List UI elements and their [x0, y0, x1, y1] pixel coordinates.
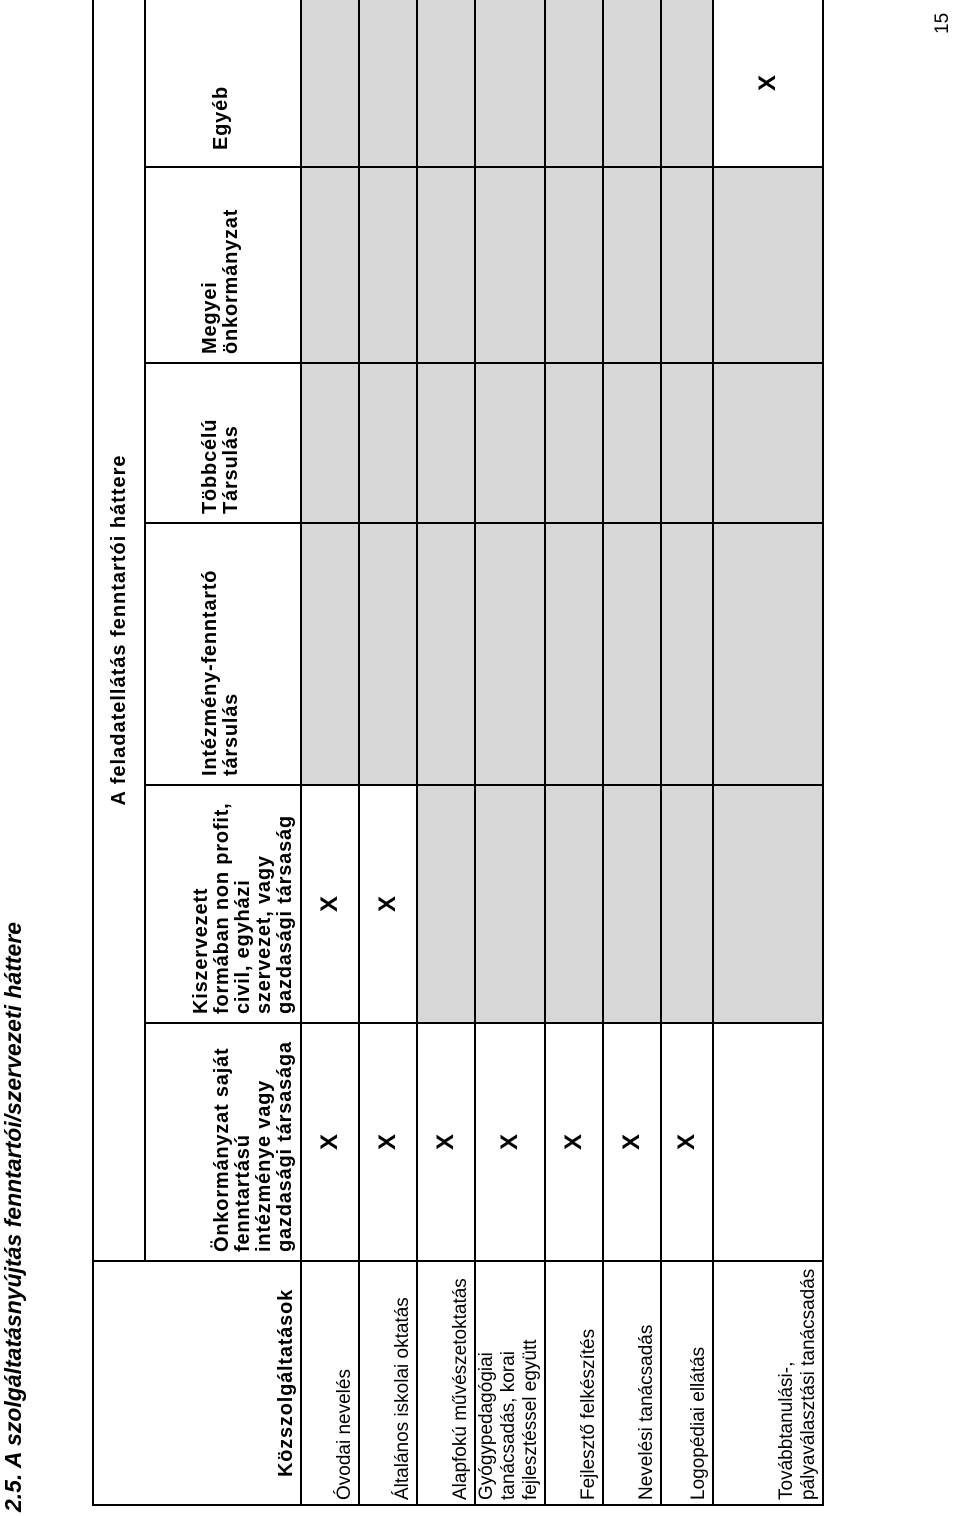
group-header-row — [93, 0, 145, 1505]
mark-cell — [661, 1023, 713, 1261]
mark-cell — [301, 785, 359, 1023]
service-label: Gyógypedagógiai tanácsadás, korai fejlesztéssel együtt — [475, 1261, 545, 1505]
x-mark: X — [754, 74, 781, 91]
x-mark: X — [673, 1134, 700, 1151]
mark-cell — [417, 1023, 475, 1261]
service-col-header: Közszolgáltatások — [93, 1261, 301, 1505]
shaded-cell — [713, 167, 823, 363]
shaded-cell — [661, 785, 713, 1023]
table-row — [359, 0, 417, 1505]
shaded-cell — [713, 785, 823, 1023]
col-header-tobbcelu: Többcélú Társulás — [145, 363, 301, 523]
service-label: Továbbtanulási-, pályaválasztási tanácsadás — [713, 1261, 823, 1505]
shaded-cell — [301, 523, 359, 785]
group-header: A feladatellátás fenntartói háttere — [93, 0, 145, 1261]
shaded-cell — [545, 523, 603, 785]
service-label: Általános iskolai oktatás — [359, 1261, 417, 1505]
x-mark: X — [618, 1134, 645, 1151]
table-row — [713, 0, 823, 1505]
col-header-intezmeny-fenntarto: Intézmény-fenntartó társulás — [145, 523, 301, 785]
x-mark: X — [496, 1134, 523, 1151]
shaded-cell — [713, 363, 823, 523]
shaded-cell — [545, 785, 603, 1023]
shaded-cell — [603, 167, 661, 363]
service-label: Fejlesztő felkészítés — [545, 1261, 603, 1505]
table-row — [661, 0, 713, 1505]
shaded-cell — [417, 523, 475, 785]
table-row — [475, 0, 545, 1505]
mark-cell — [475, 1023, 545, 1261]
x-mark: X — [432, 1134, 459, 1151]
mark-cell — [545, 1023, 603, 1261]
shaded-cell — [603, 0, 661, 167]
mark-cell — [713, 1023, 823, 1261]
shaded-cell — [301, 363, 359, 523]
shaded-cell — [545, 167, 603, 363]
x-mark: X — [316, 1134, 343, 1151]
table-row — [417, 0, 475, 1505]
table-row — [545, 0, 603, 1505]
shaded-cell — [603, 363, 661, 523]
shaded-cell — [359, 167, 417, 363]
col-header-onkormanyzat: Önkormányzat saját fenntartású intézménye vagy gazdasági társasága — [145, 1023, 301, 1261]
mark-cell — [603, 1023, 661, 1261]
col-header-egyeb: Egyéb — [145, 0, 301, 167]
shaded-cell — [713, 523, 823, 785]
shaded-cell — [475, 167, 545, 363]
shaded-cell — [603, 523, 661, 785]
page-number: 15 — [932, 12, 953, 34]
shaded-cell — [661, 523, 713, 785]
x-mark: X — [560, 1134, 587, 1151]
table-row — [603, 0, 661, 1505]
shaded-cell — [359, 523, 417, 785]
shaded-cell — [359, 0, 417, 167]
shaded-cell — [603, 785, 661, 1023]
service-label: Alapfokú művészetoktatás — [417, 1261, 475, 1505]
shaded-cell — [545, 363, 603, 523]
table-row — [301, 0, 359, 1505]
shaded-cell — [661, 363, 713, 523]
mark-cell — [301, 1023, 359, 1261]
mark-cell — [359, 1023, 417, 1261]
shaded-cell — [661, 167, 713, 363]
service-label: Óvodai nevelés — [301, 1261, 359, 1505]
x-mark: X — [316, 896, 343, 913]
mark-cell — [713, 0, 823, 167]
service-label: Logopédiai ellátás — [661, 1261, 713, 1505]
shaded-cell — [475, 363, 545, 523]
shaded-cell — [545, 0, 603, 167]
shaded-cell — [359, 363, 417, 523]
col-header-megyei: Megyei önkormányzat — [145, 167, 301, 363]
mark-cell — [359, 785, 417, 1023]
shaded-cell — [417, 785, 475, 1023]
shaded-cell — [475, 785, 545, 1023]
shaded-cell — [417, 167, 475, 363]
shaded-cell — [417, 363, 475, 523]
shaded-cell — [475, 0, 545, 167]
x-mark: X — [374, 1134, 401, 1151]
shaded-cell — [417, 0, 475, 167]
x-mark: X — [374, 896, 401, 913]
shaded-cell — [301, 0, 359, 167]
section-heading: 2.5. A szolgáltatásnyújtás fenntartói/szervezeti háttere — [0, 921, 26, 1512]
col-header-kiszervezett: Kiszervezett formában non profit, civil, egyházi szervezet, vagy gazdasági társaság — [145, 785, 301, 1023]
service-label: Nevelési tanácsadás — [603, 1261, 661, 1505]
shaded-cell — [301, 167, 359, 363]
shaded-cell — [661, 0, 713, 167]
service-provider-table — [92, 0, 824, 1506]
shaded-cell — [475, 523, 545, 785]
